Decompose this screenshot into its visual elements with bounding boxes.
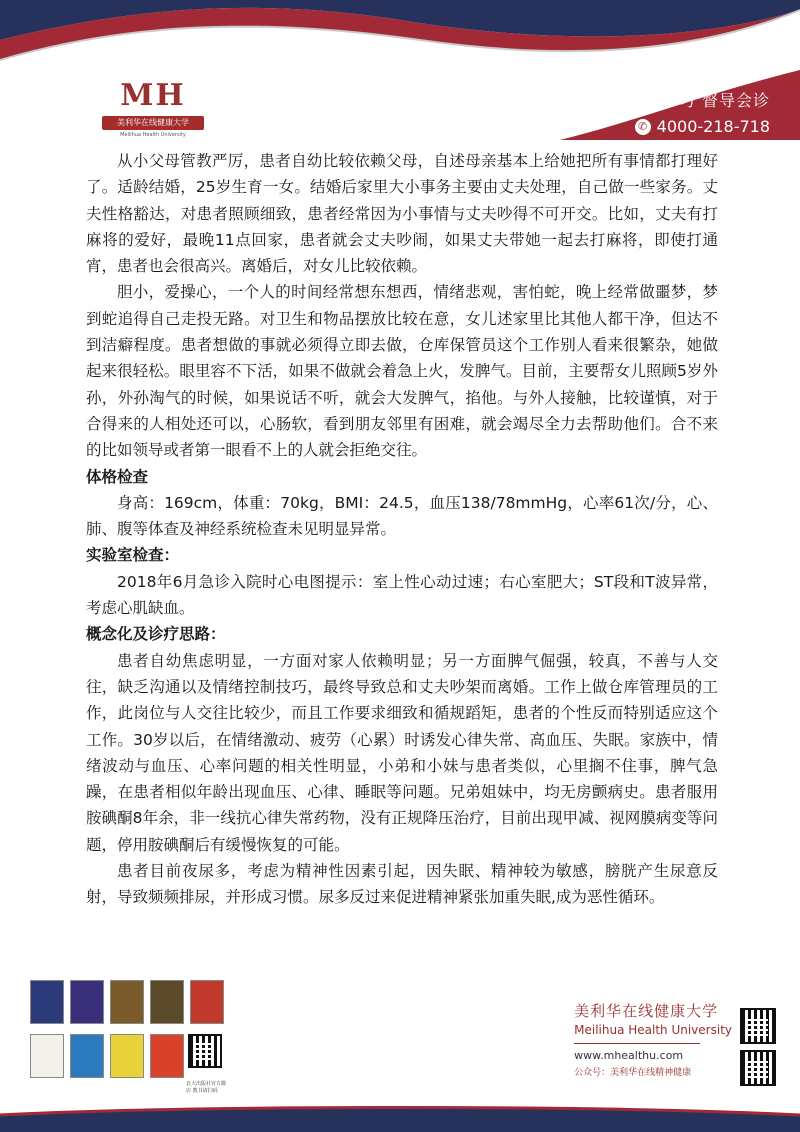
book-covers [30, 980, 270, 1090]
qr-code-top[interactable] [740, 1008, 776, 1044]
heading-lab-exam: 实验室检查： [86, 546, 180, 565]
university-url[interactable]: www.mhealthu.com [574, 1049, 684, 1062]
paragraph-personality: 胆小，爱操心，一个人的时间经常想东想西，情绪悲观，害怕蛇，晚上经常做噩梦，梦到蛇追得自己走投无路。对卫生和物品摆放比较在意，女儿述家里比其他人都干净，但达不到洁癖程度。患者想做的事就必须得立即去做，仓库保管员这个工作别人看来很繁杂，她做起来很轻松。眼里容不下活，如果不做就会着急上火，发脾气。目前，主要帮女儿照顾5岁外孙，外孙淘气的时候，如果说话不听，就会大发脾气，掐他。与外人接触，比较谨慎，对于合得来的人相处还可以，心肠软，看到朋友邻里有困难，就会竭尽全力去帮助他们。合不来的比如领导或者第一眼看不上的人就会拒绝交往。 [86, 283, 718, 460]
book-cover [70, 1034, 104, 1078]
footer-university [574, 1000, 732, 1078]
header-phone[interactable] [628, 117, 770, 136]
header-slogan: 报名学习 督导会诊 [627, 91, 770, 110]
header-contact [628, 88, 770, 136]
wechat-account: 公众号：美利华在线精神健康 [574, 1068, 692, 1078]
book-cover [110, 1034, 144, 1078]
book-cover [70, 980, 104, 1024]
qr-note: 北大出版社官方微店 教书请扫码 [186, 1081, 227, 1094]
paragraph-background: 从小父母管教严厉，患者自幼比较依赖父母，自述母亲基本上给她把所有事情都打理好了。适龄结婚，25岁生育一女。结婚后家里大小事务主要由丈夫处理，自己做一些家务。丈夫性格豁达，对患者照顾细致，患者经常因为小事情与丈夫吵得不可开交。比如，丈夫有打麻将的爱好，最晚11点回家，患者就会丈夫吵闹，如果丈夫带她一起去打麻将，即使打通宵，患者也会很高兴。离婚后，对女儿比较依赖。 [86, 152, 718, 276]
footer-bar [0, 1105, 800, 1132]
book-cover [30, 1034, 64, 1078]
logo-mark: MH [120, 78, 186, 113]
paragraph-physical-exam: 身高：169cm，体重：70kg，BMI：24.5，血压138/78mmHg，心率61次/分，心、肺、腹等体查及神经系统检查未见明显异常。 [86, 493, 718, 539]
logo [102, 78, 204, 148]
book-cover [110, 980, 144, 1024]
paragraph-conceptualization-1: 患者自幼焦虑明显，一方面对家人依赖明显；另一方面脾气倔强，较真，不善与人交往，缺乏沟通以及情绪控制技巧，最终导致总和丈夫吵架而离婚。工作上做仓库管理员的工作，此岗位与人交往比较少，而且工作要求细致和循规蹈矩，患者的个性反而特别适应这个工作。30岁以后，在情绪激动、疲劳（心累）时诱发心律失常、高血压、失眠。家族中，情绪波动与血压、心率问题的相关性明显，小弟和小妹与患者类似，心里搁不住事，脾气急躁，在患者相似年龄出现血压、心律、睡眠等问题。兄弟姐妹中，均无房颤病史。患者服用胺碘酮8年余，非一线抗心律失常药物，没有正规降压治疗，目前出现甲减、视网膜病变等问题，停用胺碘酮后有缓慢恢复的可能。 [86, 651, 718, 854]
heading-conceptualization: 概念化及诊疗思路： [86, 625, 226, 644]
university-name-cn: 美利华在线健康大学 [574, 1002, 719, 1020]
paragraph-lab-exam: 2018年6月急诊入院时心电图提示：室上性心动过速；右心室肥大；ST段和T波异常，考虑心肌缺血。 [86, 572, 718, 618]
book-cover [150, 1034, 184, 1078]
book-cover [150, 980, 184, 1024]
university-name-en: Meilihua Health University [574, 1023, 732, 1037]
qr-code-bottom[interactable] [740, 1050, 776, 1086]
phone-icon: ✆ [635, 119, 651, 135]
book-cover [190, 980, 224, 1024]
heading-physical-exam: 体格检查 [86, 467, 149, 486]
book-cover [30, 980, 64, 1024]
footer-divider [574, 1043, 700, 1044]
qr-code-store[interactable] [188, 1034, 222, 1068]
article-body [86, 148, 718, 911]
logo-ribbon: 美利华在线健康大学 [102, 116, 204, 130]
phone-number: 4000-218-718 [656, 117, 770, 136]
logo-subtitle: Meilihua Health University [120, 132, 186, 138]
paragraph-conceptualization-2: 患者目前夜尿多，考虑为精神性因素引起，因失眠、精神较为敏感，膀胱产生尿意反射，导致频频排尿，并形成习惯。尿多反过来促进精神紧张加重失眠,成为恶性循环。 [86, 862, 718, 907]
